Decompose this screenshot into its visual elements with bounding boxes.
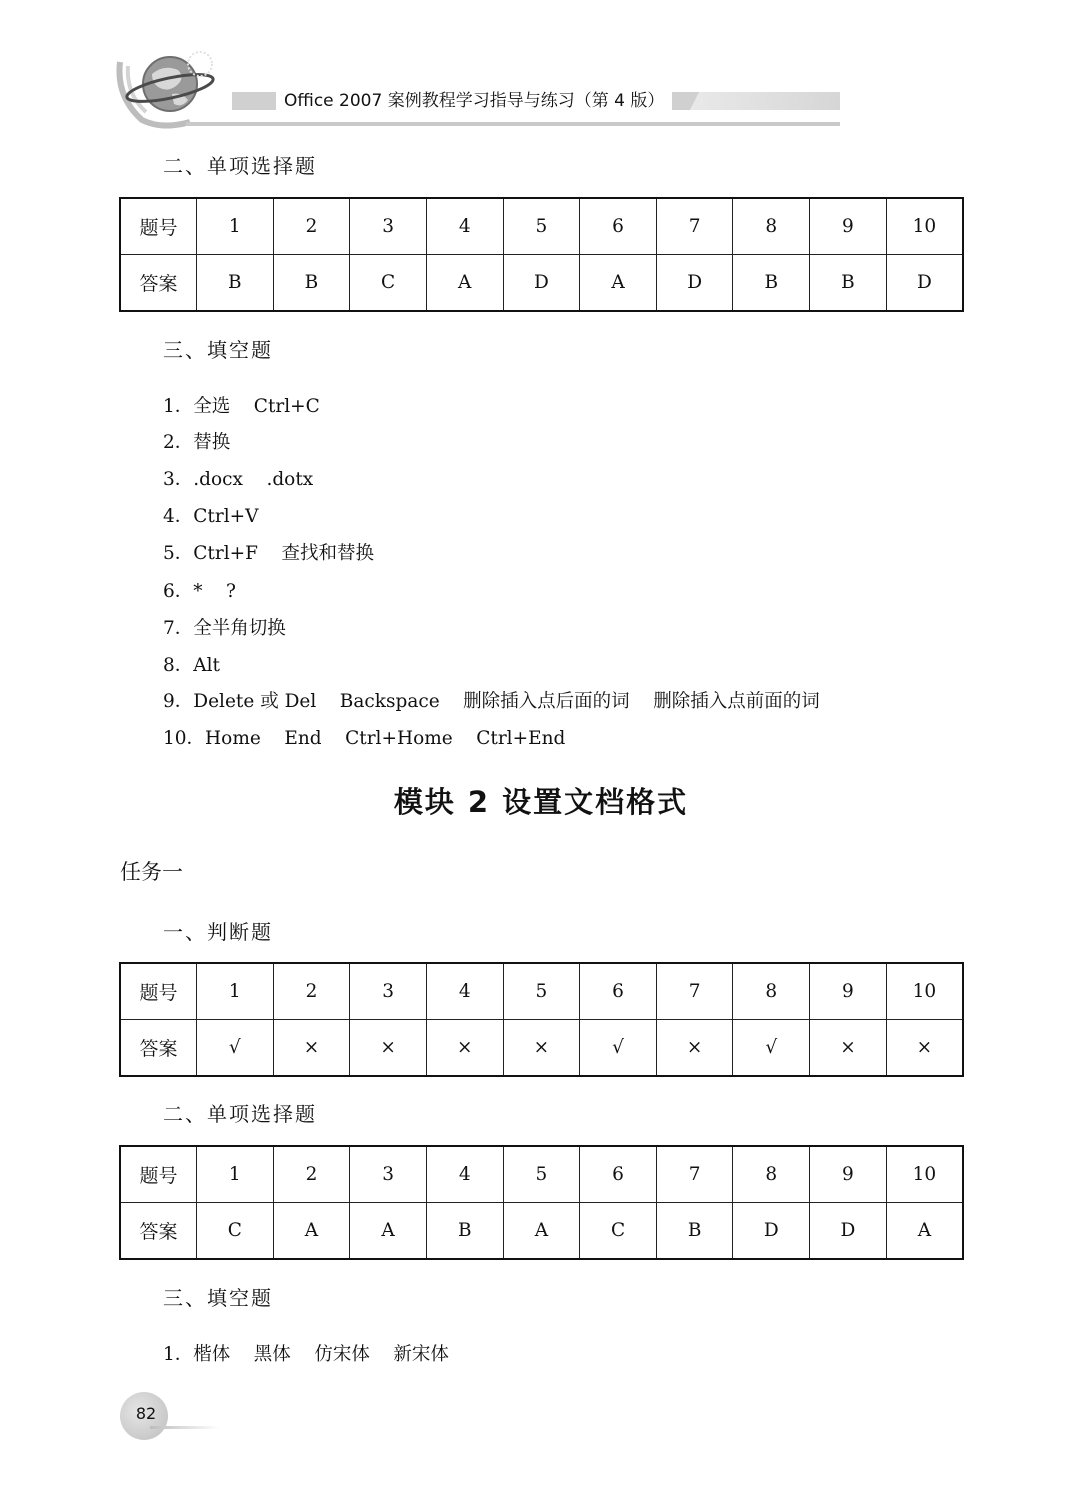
answer-cell: A — [503, 1203, 580, 1260]
table-row-answers — [120, 1203, 963, 1260]
list-item — [163, 428, 230, 454]
question-number: 4 — [426, 963, 503, 1020]
item-text: * ? — [193, 581, 236, 602]
item-text: Ctrl+F 查找和替换 — [193, 543, 374, 564]
question-number: 5 — [503, 198, 580, 255]
question-number: 4 — [426, 198, 503, 255]
answer-cell: × — [886, 1020, 963, 1077]
question-number: 2 — [273, 963, 350, 1020]
answer-cell: D — [503, 255, 580, 312]
item-number: 1． — [163, 1344, 194, 1365]
answer-cell: D — [810, 1203, 887, 1260]
answer-table-single-choice-2 — [119, 1145, 964, 1260]
list-item — [163, 651, 220, 677]
answer-cell: × — [656, 1020, 733, 1077]
question-number: 2 — [273, 198, 350, 255]
header-bar-tail — [690, 92, 840, 110]
question-number: 7 — [656, 198, 733, 255]
row-label-number: 题号 — [120, 198, 197, 255]
item-number: 6． — [163, 581, 194, 602]
answer-cell: D — [733, 1203, 810, 1260]
question-number: 4 — [426, 1146, 503, 1203]
answer-cell: √ — [580, 1020, 657, 1077]
question-number: 1 — [197, 1146, 274, 1203]
section-heading-fill-blank-2: 三、填空题 — [163, 1286, 273, 1310]
question-number: 5 — [503, 963, 580, 1020]
item-text: Ctrl+V — [193, 506, 259, 527]
answer-cell: C — [197, 1203, 274, 1260]
item-number: 1． — [163, 396, 194, 417]
question-number: 6 — [580, 1146, 657, 1203]
answer-cell: √ — [197, 1020, 274, 1077]
answer-cell: × — [810, 1020, 887, 1077]
row-label-number: 题号 — [120, 1146, 197, 1203]
table-row-numbers — [120, 1146, 963, 1203]
answer-cell: × — [426, 1020, 503, 1077]
section-heading-fill-blank: 三、填空题 — [163, 338, 273, 362]
running-header-title: Office 2007 案例教程学习指导与练习（第 4 版） — [276, 90, 672, 112]
item-text: .docx .dotx — [193, 469, 314, 490]
answer-cell: × — [350, 1020, 427, 1077]
question-number: 3 — [350, 963, 427, 1020]
page-number: 82 — [135, 1404, 157, 1423]
list-item — [163, 1340, 449, 1366]
answer-cell: × — [273, 1020, 350, 1077]
item-text: Delete 或 Del Backspace 删除插入点后面的词 删除插入点前面的词 — [193, 691, 820, 712]
item-number: 8． — [163, 655, 194, 676]
section-heading-single-choice-2: 二、单项选择题 — [163, 1102, 317, 1126]
item-text: Alt — [193, 655, 220, 676]
question-number: 1 — [197, 198, 274, 255]
table-row-answers — [120, 255, 963, 312]
item-number: 10． — [163, 728, 206, 749]
question-number: 10 — [886, 198, 963, 255]
answer-cell: × — [503, 1020, 580, 1077]
answer-cell: A — [350, 1203, 427, 1260]
item-number: 7． — [163, 618, 194, 639]
question-number: 6 — [580, 198, 657, 255]
module-title: 模块 2 设置文档格式 — [393, 785, 689, 819]
list-item — [163, 539, 374, 565]
answer-cell: √ — [733, 1020, 810, 1077]
task-title: 任务一 — [120, 860, 183, 884]
table-row-numbers — [120, 198, 963, 255]
item-number: 9． — [163, 691, 194, 712]
question-number: 3 — [350, 1146, 427, 1203]
list-item — [163, 687, 820, 713]
answer-cell: C — [350, 255, 427, 312]
answer-cell: A — [580, 255, 657, 312]
item-text: 替换 — [193, 432, 231, 453]
table-row-numbers — [120, 963, 963, 1020]
question-number: 2 — [273, 1146, 350, 1203]
question-number: 8 — [733, 963, 810, 1020]
question-number: 9 — [810, 963, 887, 1020]
globe-logo-icon — [112, 42, 222, 132]
item-number: 3． — [163, 469, 194, 490]
row-label-answer: 答案 — [120, 1020, 197, 1077]
row-label-number: 题号 — [120, 963, 197, 1020]
list-item — [163, 392, 320, 418]
page-number-tail — [150, 1426, 220, 1429]
answer-cell: B — [197, 255, 274, 312]
list-item — [163, 465, 313, 491]
table-row-answers — [120, 1020, 963, 1077]
question-number: 9 — [810, 198, 887, 255]
question-number: 3 — [350, 198, 427, 255]
question-number: 6 — [580, 963, 657, 1020]
item-number: 2． — [163, 432, 194, 453]
answer-cell: D — [886, 255, 963, 312]
item-text: Home End Ctrl+Home Ctrl+End — [205, 728, 566, 749]
question-number: 7 — [656, 963, 733, 1020]
question-number: 9 — [810, 1146, 887, 1203]
header-underline — [186, 122, 840, 126]
question-number: 7 — [656, 1146, 733, 1203]
answer-cell: A — [426, 255, 503, 312]
list-item — [163, 577, 236, 603]
row-label-answer: 答案 — [120, 255, 197, 312]
answer-cell: B — [733, 255, 810, 312]
answer-cell: C — [580, 1203, 657, 1260]
answer-table-true-false — [119, 962, 964, 1077]
answer-cell: B — [426, 1203, 503, 1260]
answer-cell: D — [656, 255, 733, 312]
item-number: 5． — [163, 543, 194, 564]
answer-cell: A — [886, 1203, 963, 1260]
row-label-answer: 答案 — [120, 1203, 197, 1260]
item-text: 全选 Ctrl+C — [193, 396, 320, 417]
list-item — [163, 502, 259, 528]
question-number: 5 — [503, 1146, 580, 1203]
item-number: 4． — [163, 506, 194, 527]
section-heading-true-false: 一、判断题 — [163, 920, 273, 944]
list-item — [163, 614, 286, 640]
section-heading-single-choice: 二、单项选择题 — [163, 154, 317, 178]
item-text: 全半角切换 — [193, 618, 286, 639]
answer-cell: B — [810, 255, 887, 312]
question-number: 1 — [197, 963, 274, 1020]
question-number: 10 — [886, 1146, 963, 1203]
question-number: 10 — [886, 963, 963, 1020]
question-number: 8 — [733, 1146, 810, 1203]
item-text: 楷体 黑体 仿宋体 新宋体 — [193, 1344, 449, 1365]
answer-cell: B — [656, 1203, 733, 1260]
answer-table-single-choice — [119, 197, 964, 312]
answer-cell: A — [273, 1203, 350, 1260]
answer-cell: B — [273, 255, 350, 312]
question-number: 8 — [733, 198, 810, 255]
list-item — [163, 724, 565, 750]
